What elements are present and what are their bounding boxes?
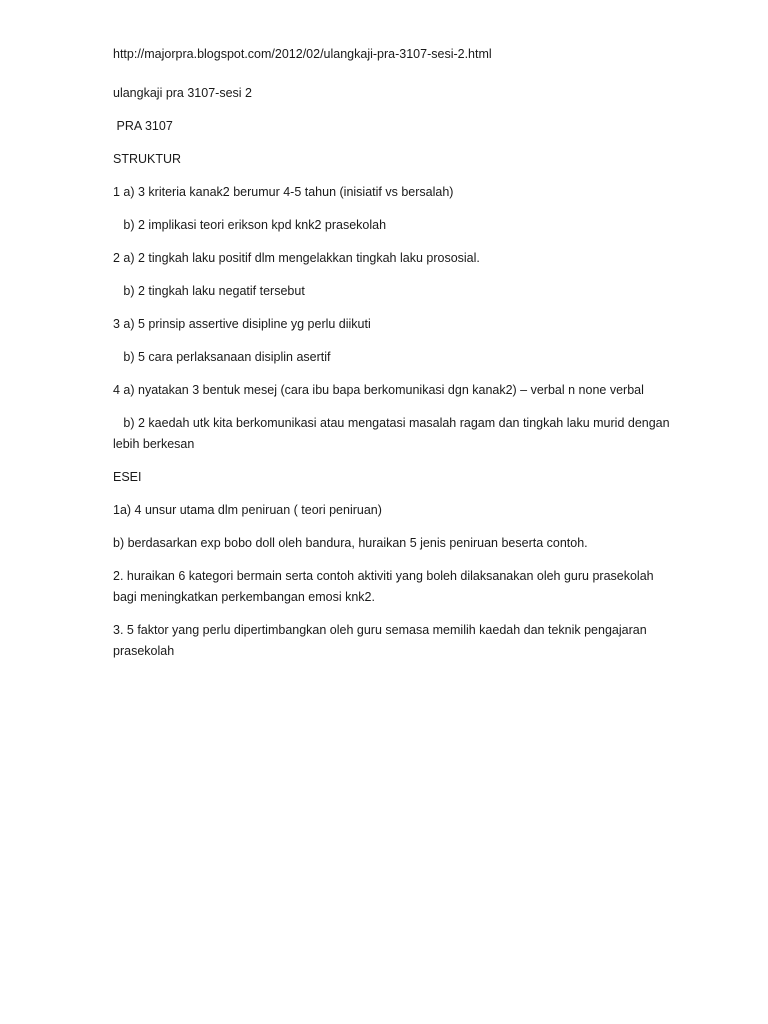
course-code: PRA 3107 xyxy=(113,119,173,133)
struktur-question-2b: b) 2 tingkah laku negatif tersebut xyxy=(113,284,305,298)
esei-question-1b: b) berdasarkan exp bobo doll oleh bandura, huraikan 5 jenis peniruan beserta contoh. xyxy=(113,536,588,550)
esei-question-1a: 1a) 4 unsur utama dlm peniruan ( teori peniruan) xyxy=(113,503,382,517)
struktur-question-4b: b) 2 kaedah utk kita berkomunikasi atau mengatasi masalah ragam dan tingkah laku murid dengan lebih berkesan xyxy=(113,416,674,451)
esei-question-3: 3. 5 faktor yang perlu dipertimbangkan oleh guru semasa memilih kaedah dan teknik pengajaran prasekolah xyxy=(113,623,651,658)
document-title: ulangkaji pra 3107-sesi 2 xyxy=(113,86,252,100)
struktur-question-1a: 1 a) 3 kriteria kanak2 berumur 4-5 tahun (inisiatif vs bersalah) xyxy=(113,185,454,199)
section-heading-esei: ESEI xyxy=(113,470,142,484)
struktur-question-2a: 2 a) 2 tingkah laku positif dlm mengelakkan tingkah laku prososial. xyxy=(113,251,480,265)
document-page xyxy=(113,44,673,662)
section-heading-struktur: STRUKTUR xyxy=(113,152,182,166)
struktur-question-3a: 3 a) 5 prinsip assertive disipline yg perlu diikuti xyxy=(113,317,371,331)
struktur-question-4a: 4 a) nyatakan 3 bentuk mesej (cara ibu bapa berkomunikasi dgn kanak2) – verbal n none verbal xyxy=(113,383,644,397)
source-url: http://majorpra.blogspot.com/2012/02/ulangkaji-pra-3107-sesi-2.html xyxy=(113,47,492,61)
struktur-question-1b: b) 2 implikasi teori erikson kpd knk2 prasekolah xyxy=(113,218,387,232)
esei-question-2: 2. huraikan 6 kategori bermain serta contoh aktiviti yang boleh dilaksanakan oleh guru prasekolah bagi meningkatkan perkembangan emosi knk2. xyxy=(113,569,658,604)
struktur-question-3b: b) 5 cara perlaksanaan disiplin asertif xyxy=(113,350,331,364)
